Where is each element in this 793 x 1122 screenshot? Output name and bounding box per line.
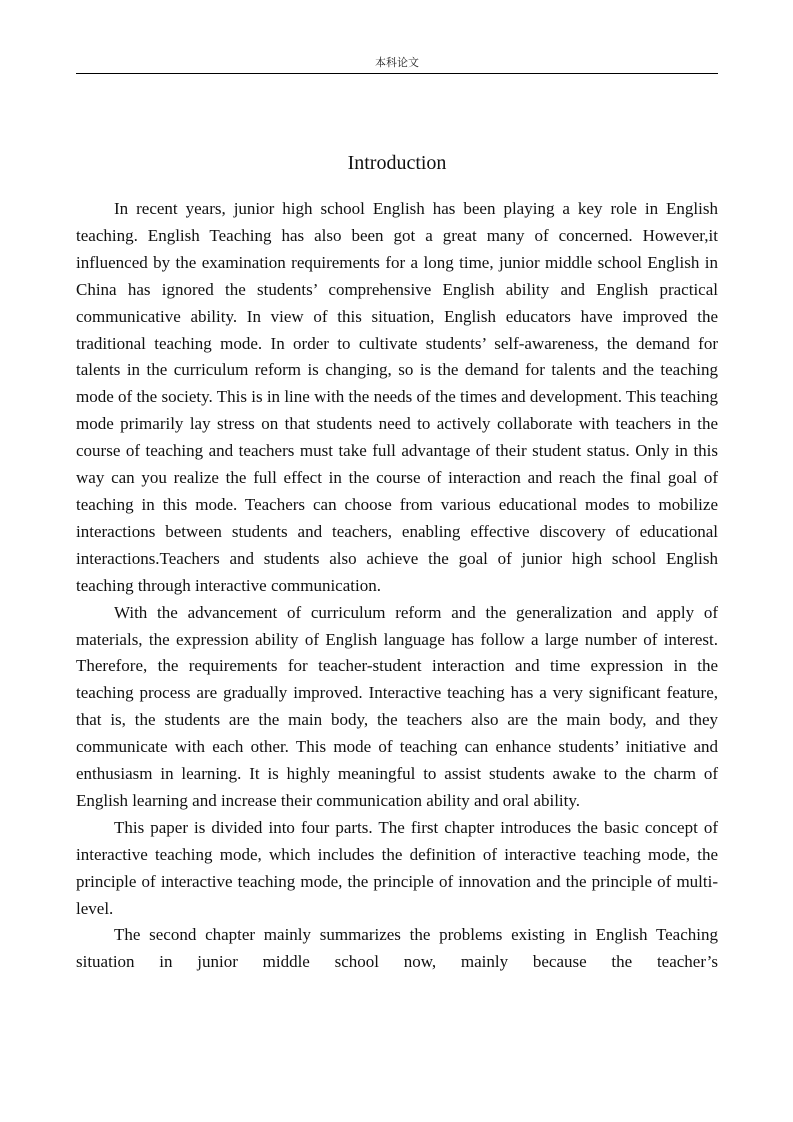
paragraph: In recent years, junior high school English has been playing a key role in English teaching. English Teaching has also been got a great many of concerned. However,it influenced by the examination requirements for a long time, junior middle school English in China has ignored the students’ comprehensive English ability and English practical communicative ability. In view of this situation, English educators have improved the traditional teaching mode. In order to cultivate students’ self-awareness, the demand for talents in the curriculum reform is changing, so is the demand for talents and the teaching mode of the society. This is in line with the needs of the times and development. This teaching mode primarily lay stress on that students need to actively collaborate with teachers in the course of teaching and teachers must take full advantage of their student status. Only in this way can you realize the full effect in the course of interaction and reach the final goal of teaching in this mode. Teachers can choose from various educational modes to mobilize interactions between students and teachers, enabling effective discovery of educational interactions.Teachers and students also achieve the goal of junior high school English teaching through interactive communication.: [76, 199, 718, 595]
header-rule: [76, 73, 718, 74]
section-title: Introduction: [347, 152, 447, 174]
paragraph: This paper is divided into four parts. The first chapter introduces the basic concept of interactive teaching mode, which includes the definition of interactive teaching mode, the principle of interactive teaching mode, the principle of innovation and the principle of multi-level.: [76, 817, 718, 918]
body-text: [76, 196, 718, 976]
paragraph: With the advancement of curriculum reform and the generalization and apply of materials, the expression ability of English language has follow a large number of interest. Therefore, the requirements for teacher-student interaction and time expression in the teaching process are gradually improved. Interactive teaching has a very significant feature, that is, the students are the main body, the teachers also are the main body, and they communicate with each other. This mode of teaching can enhance students’ initiative and enthusiasm in learning. It is highly meaningful to assist students awake to the charm of English learning and increase their communication ability and oral ability.: [76, 602, 718, 810]
paragraph: The second chapter mainly summarizes the problems existing in English Teaching situation in junior middle school now, mainly because the teacher’s: [76, 925, 718, 972]
running-header: 本科论文: [375, 56, 419, 69]
